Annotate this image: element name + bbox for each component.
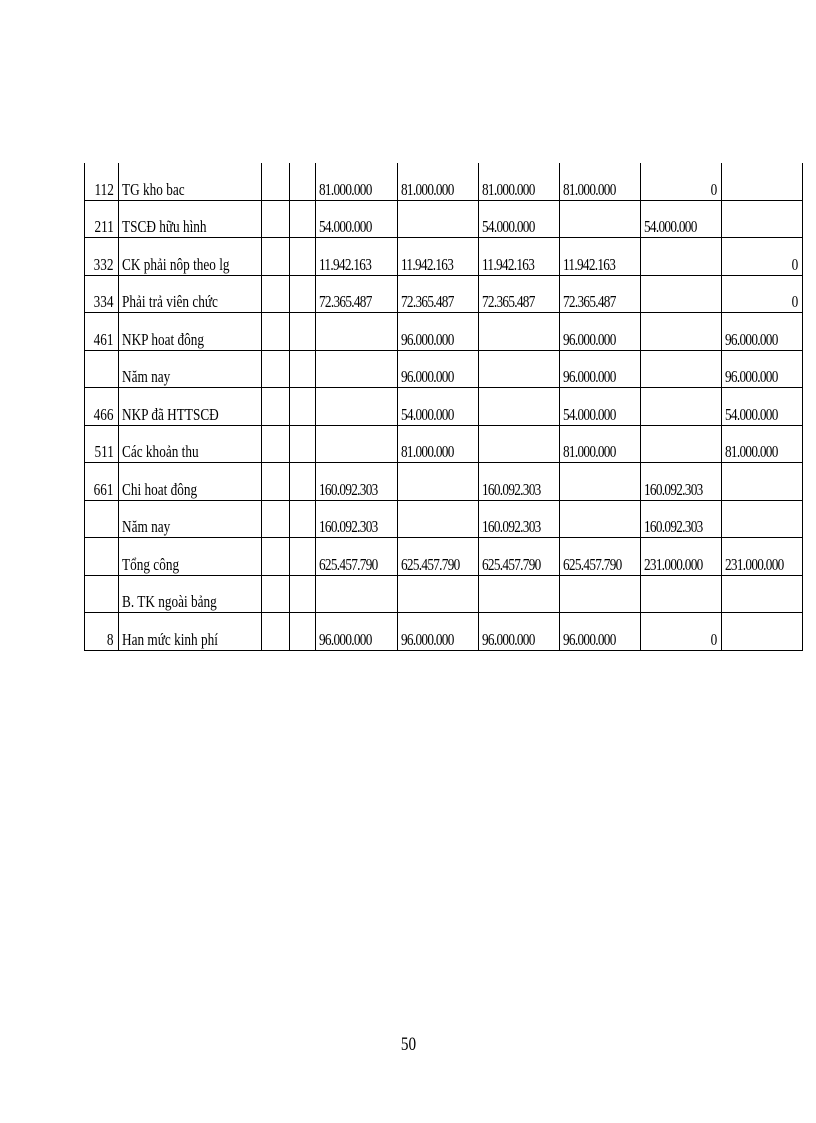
account-name-cell-text: Phải trả viên chức	[121, 292, 218, 311]
table-row	[85, 163, 803, 200]
opening-debit-cell	[316, 575, 397, 613]
closing-debit-cell	[640, 613, 721, 651]
period-debit-cell-text: 72.365.487	[481, 292, 535, 311]
blank-column-b-cell	[290, 313, 316, 351]
opening-debit-cell-text: 160.092.303	[319, 479, 378, 499]
period-debit-cell-text: 96.000.000	[481, 629, 535, 649]
account-name-cell	[118, 425, 262, 463]
account-code-cell	[85, 200, 119, 238]
closing-credit-cell	[721, 350, 802, 388]
closing-credit-cell-text: 231.000.000	[724, 554, 784, 574]
table-row	[85, 613, 803, 651]
blank-column-a-cell	[262, 463, 290, 501]
opening-credit-cell-text: 11.942.163	[400, 254, 453, 274]
account-name-cell	[118, 538, 262, 576]
closing-credit-cell	[721, 238, 802, 276]
closing-debit-cell	[640, 500, 721, 538]
period-credit-cell-text: 81.000.000	[562, 179, 616, 199]
account-name-cell-text: NKP hoat đông	[121, 329, 204, 349]
account-name-cell	[118, 275, 262, 313]
closing-debit-cell	[640, 163, 721, 200]
opening-credit-cell	[397, 575, 478, 613]
opening-credit-cell	[397, 388, 478, 426]
opening-credit-cell-text: 72.365.487	[400, 292, 454, 311]
period-credit-cell	[559, 388, 640, 426]
closing-debit-cell	[640, 275, 721, 313]
period-debit-cell	[478, 500, 559, 538]
period-credit-cell-text: 11.942.163	[562, 254, 615, 274]
opening-credit-cell	[397, 350, 478, 388]
period-debit-cell	[478, 425, 559, 463]
blank-column-a-cell	[262, 163, 290, 200]
closing-credit-cell	[721, 425, 802, 463]
account-name-cell	[118, 200, 262, 238]
blank-column-b-cell	[290, 463, 316, 501]
account-code-cell	[85, 613, 119, 651]
blank-column-a-cell	[262, 425, 290, 463]
opening-credit-cell-text: 96.000.000	[400, 367, 454, 386]
table-row	[85, 388, 803, 426]
account-code-cell-text: 332	[93, 254, 114, 274]
period-credit-cell-text: 625.457.790	[562, 554, 622, 574]
period-debit-cell-text: 625.457.790	[481, 554, 541, 574]
closing-credit-cell-text: 0	[792, 292, 799, 311]
closing-credit-cell-text: 96.000.000	[724, 329, 778, 349]
account-code-cell	[85, 350, 119, 388]
closing-credit-cell-text: 0	[792, 254, 799, 274]
period-credit-cell	[559, 425, 640, 463]
period-debit-cell	[478, 275, 559, 313]
account-name-cell-text: B. TK ngoài bảng	[121, 592, 217, 611]
period-credit-cell-text: 54.000.000	[562, 404, 616, 424]
opening-debit-cell	[316, 463, 397, 501]
period-debit-cell	[478, 613, 559, 651]
period-credit-cell	[559, 238, 640, 276]
table-row	[85, 425, 803, 463]
closing-credit-cell	[721, 313, 802, 351]
table-row	[85, 275, 803, 313]
period-credit-cell-text: 72.365.487	[562, 292, 616, 311]
closing-debit-cell	[640, 350, 721, 388]
closing-debit-cell-text: 0	[711, 179, 717, 199]
period-credit-cell	[559, 538, 640, 576]
blank-column-b-cell	[290, 275, 316, 313]
account-code-cell	[85, 463, 119, 501]
period-debit-cell-text: 160.092.303	[481, 479, 541, 499]
opening-credit-cell	[397, 238, 478, 276]
opening-debit-cell	[316, 163, 397, 200]
period-debit-cell	[478, 200, 559, 238]
opening-credit-cell-text: 96.000.000	[400, 329, 454, 349]
period-debit-cell	[478, 575, 559, 613]
page-number-text: 50	[400, 1034, 416, 1055]
closing-debit-cell	[640, 425, 721, 463]
opening-debit-cell-text: 72.365.487	[319, 292, 373, 311]
account-code-cell-text: 466	[93, 404, 114, 424]
opening-debit-cell-text: 11.942.163	[319, 254, 372, 274]
closing-credit-cell	[721, 463, 802, 501]
opening-debit-cell	[316, 200, 397, 238]
closing-credit-cell	[721, 163, 802, 200]
blank-column-b-cell	[290, 388, 316, 426]
period-credit-cell	[559, 275, 640, 313]
blank-column-b-cell	[290, 350, 316, 388]
account-code-cell	[85, 275, 119, 313]
period-credit-cell	[559, 313, 640, 351]
account-code-cell-text: 211	[94, 217, 114, 236]
opening-debit-cell	[316, 388, 397, 426]
period-credit-cell	[559, 500, 640, 538]
blank-column-a-cell	[262, 313, 290, 351]
blank-column-b-cell	[290, 538, 316, 576]
page-number	[0, 1034, 816, 1056]
account-name-cell	[118, 500, 262, 538]
account-name-cell-text: CK phải nôp theo lg	[121, 254, 230, 274]
account-code-cell	[85, 238, 119, 276]
closing-credit-cell	[721, 200, 802, 238]
table-row	[85, 238, 803, 276]
account-code-cell	[85, 500, 119, 538]
period-debit-cell-text: 160.092.303	[481, 517, 541, 536]
blank-column-b-cell	[290, 200, 316, 238]
table-row	[85, 538, 803, 576]
account-name-cell-text: TSCĐ hữu hình	[121, 217, 207, 236]
closing-credit-cell	[721, 500, 802, 538]
blank-column-b-cell	[290, 425, 316, 463]
opening-credit-cell	[397, 313, 478, 351]
closing-debit-cell	[640, 313, 721, 351]
closing-debit-cell	[640, 463, 721, 501]
blank-column-a-cell	[262, 350, 290, 388]
opening-debit-cell	[316, 538, 397, 576]
opening-debit-cell	[316, 275, 397, 313]
table-row	[85, 500, 803, 538]
period-credit-cell-text: 81.000.000	[562, 442, 616, 461]
opening-credit-cell-text: 81.000.000	[400, 442, 454, 461]
opening-debit-cell-text: 625.457.790	[319, 554, 378, 574]
period-debit-cell	[478, 163, 559, 200]
account-name-cell	[118, 238, 262, 276]
period-credit-cell	[559, 613, 640, 651]
opening-credit-cell-text: 96.000.000	[400, 629, 454, 649]
account-name-cell-text: Han mức kinh phí	[121, 629, 218, 649]
table-row	[85, 200, 803, 238]
account-code-cell	[85, 575, 119, 613]
period-credit-cell-text: 96.000.000	[562, 629, 616, 649]
opening-debit-cell-text: 96.000.000	[319, 629, 373, 649]
opening-debit-cell-text: 160.092.303	[319, 517, 378, 536]
account-name-cell-text: Các khoản thu	[121, 442, 199, 461]
opening-debit-cell-text: 54.000.000	[319, 217, 373, 236]
period-debit-cell	[478, 463, 559, 501]
opening-debit-cell	[316, 500, 397, 538]
blank-column-a-cell	[262, 575, 290, 613]
closing-credit-cell-text: 81.000.000	[724, 442, 778, 461]
period-debit-cell	[478, 313, 559, 351]
blank-column-b-cell	[290, 238, 316, 276]
period-credit-cell-text: 96.000.000	[562, 329, 616, 349]
account-code-cell-text: 461	[93, 329, 114, 349]
account-name-cell	[118, 463, 262, 501]
opening-credit-cell-text: 81.000.000	[400, 179, 454, 199]
opening-debit-cell	[316, 238, 397, 276]
closing-debit-cell-text: 160.092.303	[643, 479, 703, 499]
period-credit-cell	[559, 463, 640, 501]
period-credit-cell	[559, 163, 640, 200]
closing-credit-cell	[721, 388, 802, 426]
opening-debit-cell	[316, 613, 397, 651]
blank-column-a-cell	[262, 500, 290, 538]
closing-debit-cell-text: 54.000.000	[643, 217, 697, 236]
opening-credit-cell	[397, 538, 478, 576]
opening-credit-cell-text: 54.000.000	[400, 404, 454, 424]
closing-debit-cell	[640, 388, 721, 426]
opening-credit-cell	[397, 463, 478, 501]
blank-column-a-cell	[262, 200, 290, 238]
blank-column-b-cell	[290, 163, 316, 200]
blank-column-b-cell	[290, 575, 316, 613]
closing-debit-cell	[640, 538, 721, 576]
blank-column-b-cell	[290, 613, 316, 651]
opening-debit-cell	[316, 425, 397, 463]
period-debit-cell-text: 11.942.163	[481, 254, 534, 274]
account-code-cell-text: 661	[93, 479, 114, 499]
period-debit-cell	[478, 388, 559, 426]
account-code-cell-text: 334	[93, 292, 114, 311]
closing-debit-cell	[640, 575, 721, 613]
opening-debit-cell-text: 81.000.000	[319, 179, 373, 199]
account-name-cell	[118, 575, 262, 613]
table-row	[85, 313, 803, 351]
period-debit-cell-text: 54.000.000	[481, 217, 535, 236]
opening-credit-cell	[397, 275, 478, 313]
account-code-cell	[85, 313, 119, 351]
account-name-cell	[118, 613, 262, 651]
closing-credit-cell	[721, 613, 802, 651]
account-code-cell-text: 511	[94, 442, 114, 461]
blank-column-a-cell	[262, 538, 290, 576]
closing-credit-cell-text: 54.000.000	[724, 404, 778, 424]
blank-column-a-cell	[262, 613, 290, 651]
period-credit-cell	[559, 350, 640, 388]
opening-credit-cell	[397, 613, 478, 651]
closing-debit-cell-text: 0	[711, 629, 717, 649]
closing-credit-cell	[721, 538, 802, 576]
period-credit-cell-text: 96.000.000	[562, 367, 616, 386]
blank-column-b-cell	[290, 500, 316, 538]
blank-column-a-cell	[262, 388, 290, 426]
closing-credit-cell	[721, 575, 802, 613]
blank-column-a-cell	[262, 238, 290, 276]
account-code-cell	[85, 425, 119, 463]
account-name-cell	[118, 313, 262, 351]
account-name-cell	[118, 388, 262, 426]
account-name-cell-text: NKP đã HTTSCĐ	[121, 404, 219, 424]
period-debit-cell-text: 81.000.000	[481, 179, 535, 199]
account-name-cell-text: Năm nay	[121, 517, 170, 536]
period-debit-cell	[478, 350, 559, 388]
account-balance-table	[84, 163, 803, 651]
account-name-cell-text: Chi hoat đông	[121, 479, 197, 499]
blank-column-a-cell	[262, 275, 290, 313]
opening-credit-cell	[397, 163, 478, 200]
account-code-cell	[85, 388, 119, 426]
opening-credit-cell-text: 625.457.790	[400, 554, 460, 574]
closing-credit-cell	[721, 275, 802, 313]
opening-debit-cell	[316, 350, 397, 388]
closing-debit-cell-text: 160.092.303	[643, 517, 703, 536]
closing-credit-cell-text: 96.000.000	[724, 367, 778, 386]
table-row	[85, 350, 803, 388]
closing-debit-cell	[640, 200, 721, 238]
table-row	[85, 463, 803, 501]
table-body	[85, 163, 803, 650]
opening-credit-cell	[397, 500, 478, 538]
period-credit-cell	[559, 575, 640, 613]
account-name-cell	[118, 163, 262, 200]
account-name-cell-text: Tổng công	[121, 554, 179, 574]
period-credit-cell	[559, 200, 640, 238]
closing-debit-cell-text: 231.000.000	[643, 554, 703, 574]
opening-credit-cell	[397, 425, 478, 463]
account-code-cell	[85, 163, 119, 200]
period-debit-cell	[478, 538, 559, 576]
closing-debit-cell	[640, 238, 721, 276]
account-code-cell-text: 8	[106, 629, 114, 649]
period-debit-cell	[478, 238, 559, 276]
account-code-cell-text: 112	[94, 179, 114, 199]
account-name-cell-text: Năm nay	[121, 367, 170, 386]
account-name-cell	[118, 350, 262, 388]
opening-credit-cell	[397, 200, 478, 238]
table-row	[85, 575, 803, 613]
account-name-cell-text: TG kho bac	[121, 179, 185, 199]
account-code-cell	[85, 538, 119, 576]
opening-debit-cell	[316, 313, 397, 351]
